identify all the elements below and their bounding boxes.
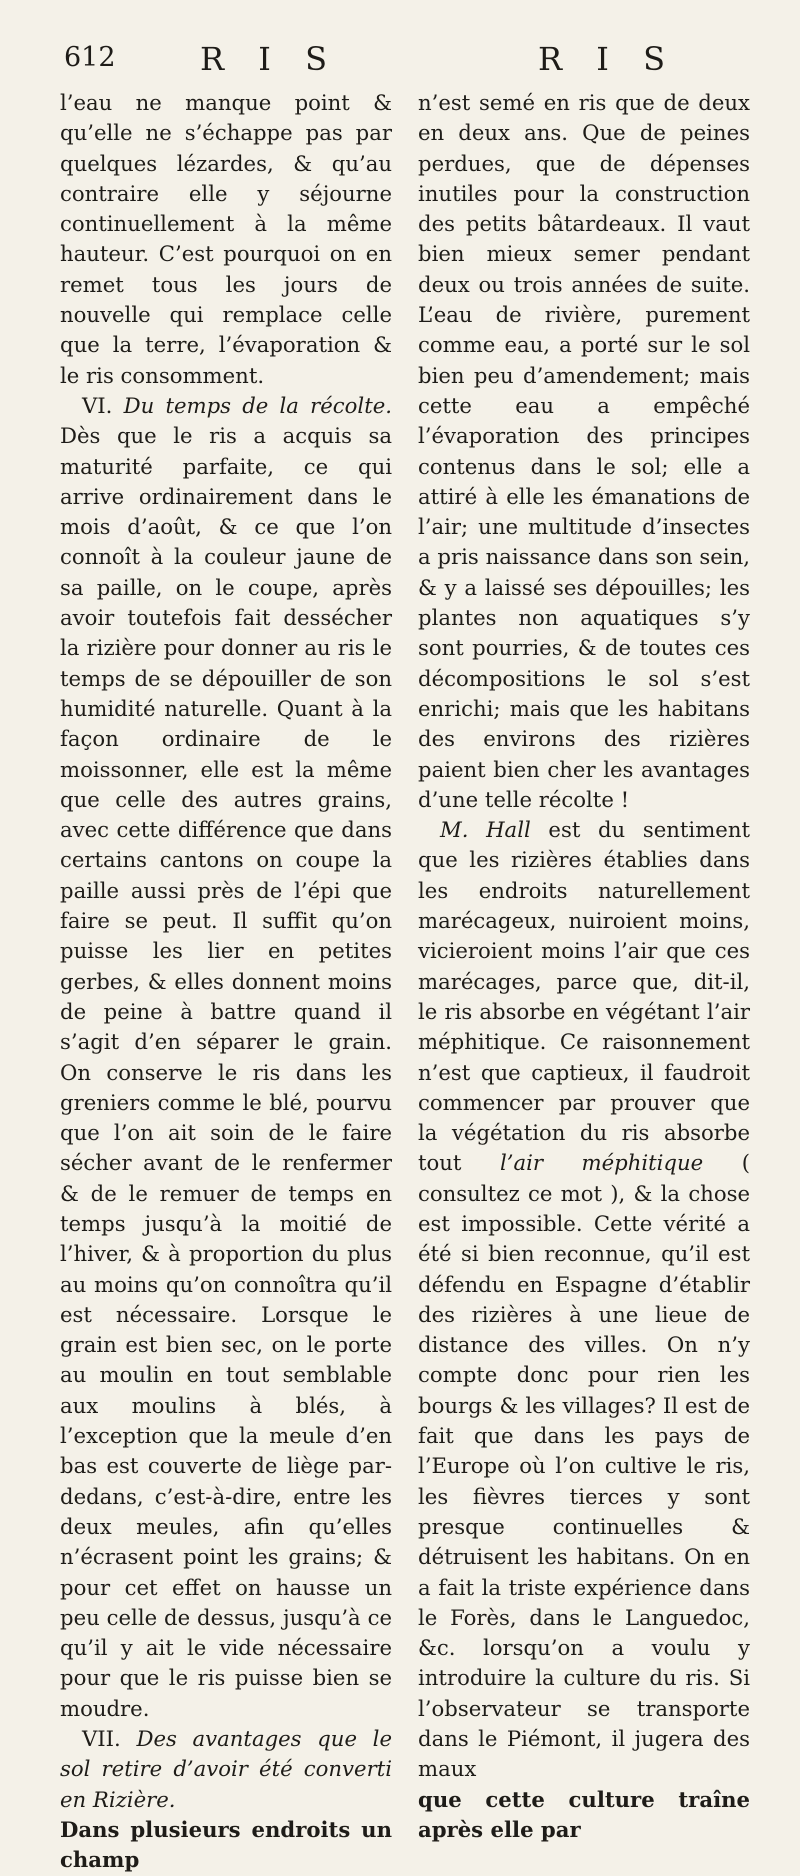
page-header [0, 40, 800, 86]
right-paragraph-2 [418, 815, 750, 1785]
right-last-line: que cette culture traîne après elle par [418, 1786, 750, 1842]
section-6 [60, 391, 392, 1724]
section-7-heading: Des avantages que le sol retire d’avoir été converti en Rizière. [60, 1726, 392, 1812]
section-6-number: VI. [82, 392, 113, 418]
right-paragraph-2-text-a: est du sentiment que les rizières établies dans les endroits naturellement marécageux, nuiroient moins, vicieroient moins l’air que ces marécages, parce que, dit-il, le ris absorbe en végétant l’air méphitique. Ce raisonnement n’est que captieux, il faudroit commencer par prouver que la végétation du ris absorbe tout [418, 817, 750, 1176]
section-6-text: Dès que le ris a acquis sa maturité parfaite, ce qui arrive ordinairement dans le mois d’août, & ce que l’on connoît à la couleur jaune de sa paille, on le coupe, après avoir toutefois fait dessécher la rizière pour donner au ris le temps de se dépouiller de son humidité naturelle. Quant à la façon ordinaire de le moissonner, elle est la même que celle des autres grains, avec cette différence que dans certains cantons on coupe la paille aussi près de l’épi que faire se peut. Il suffit qu’on puisse les lier en petites gerbes, & elles donnent moins de peine à battre quand il s’agit d’en séparer le grain. On conserve le ris dans les greniers comme le blé, pourvu que l’on ait soin de le faire sécher avant de le renfermer & de le remuer de temps en temps jusqu’à la moitié de l’hiver, & à proportion du plus au moins qu’on connoîtra qu’il est nécessaire. Lorsque le grain est bien sec, on le porte au moulin en tout semblable aux moulins à blés, à l’exception que la meule d’en bas est couverte de liège par-dedans, c’est-à-dire, entre les deux meules, afin qu’elles n’écrasent point les grains; & pour cet effet on hausse un peu celle de dessus, jusqu’à ce qu’il y ait le vide nécessaire pour que le ris puisse bien se moudre. [60, 423, 392, 1721]
author-name: M. Hall [440, 817, 531, 843]
running-head-left: R I S [200, 40, 339, 78]
left-paragraph-1: l’eau ne manque point & qu’elle ne s’échappe pas par quelques lézardes, & qu’au contraire elle y séjourne continuellement à la même hauteur. C’est pourquoi on en remet tous les jours de nouvelle qui remplace celle que la terre, l’évaporation & le ris consomment. [60, 90, 392, 388]
section-6-heading: Du temps de la récolte. [123, 392, 392, 418]
right-column [418, 88, 750, 1845]
running-head-right: R I S [538, 40, 677, 78]
section-7-number: VII. [82, 1726, 121, 1752]
cross-reference: l’air méphitique [499, 1150, 704, 1176]
left-last-line: Dans plusieurs endroits un champ [60, 1816, 392, 1873]
left-column [60, 88, 392, 1876]
page-number: 612 [64, 42, 116, 73]
right-paragraph-1: n’est semé en ris que de deux en deux ans. Que de peines perdues, que de dépenses inutiles pour la construction des petits bâtardeaux. Il vaut bien mieux semer pendant deux ou trois années de suite. L’eau de rivière, purement comme eau, a porté sur le sol bien peu d’amendement; mais cette eau a empêché l’évaporation des principes contenus dans le sol; elle a attiré à elle les émanations de l’air; une multitude d’insectes a pris naissance dans son sein, & y a laissé ses dépouilles; les plantes non aquatiques s’y sont pourries, & de toutes ces décompositions le sol s’est enrichi; mais que les habitans des environs des rizières paient bien cher les avantages d’une telle récolte ! [418, 90, 750, 812]
section-7 [60, 1724, 392, 1815]
right-paragraph-2-text-b: ( consultez ce mot ), & la chose est impossible. Cette vérité a été si bien reconnue, qu’il est défendu en Espagne d’établir des rizières à une lieue de distance des villes. On n’y compte donc pour rien les bourgs & les villages? Il est de fait que dans les pays de l’Europe où l’on cultive le ris, les fièvres tierces y sont presque continuelles & détruisent les habitans. On en a fait la triste expérience dans le Forès, dans le Languedoc, &c. lorsqu’on a voulu y introduire la culture du ris. Si l’observateur se transporte dans le Piémont, il jugera des maux [418, 1150, 750, 1782]
